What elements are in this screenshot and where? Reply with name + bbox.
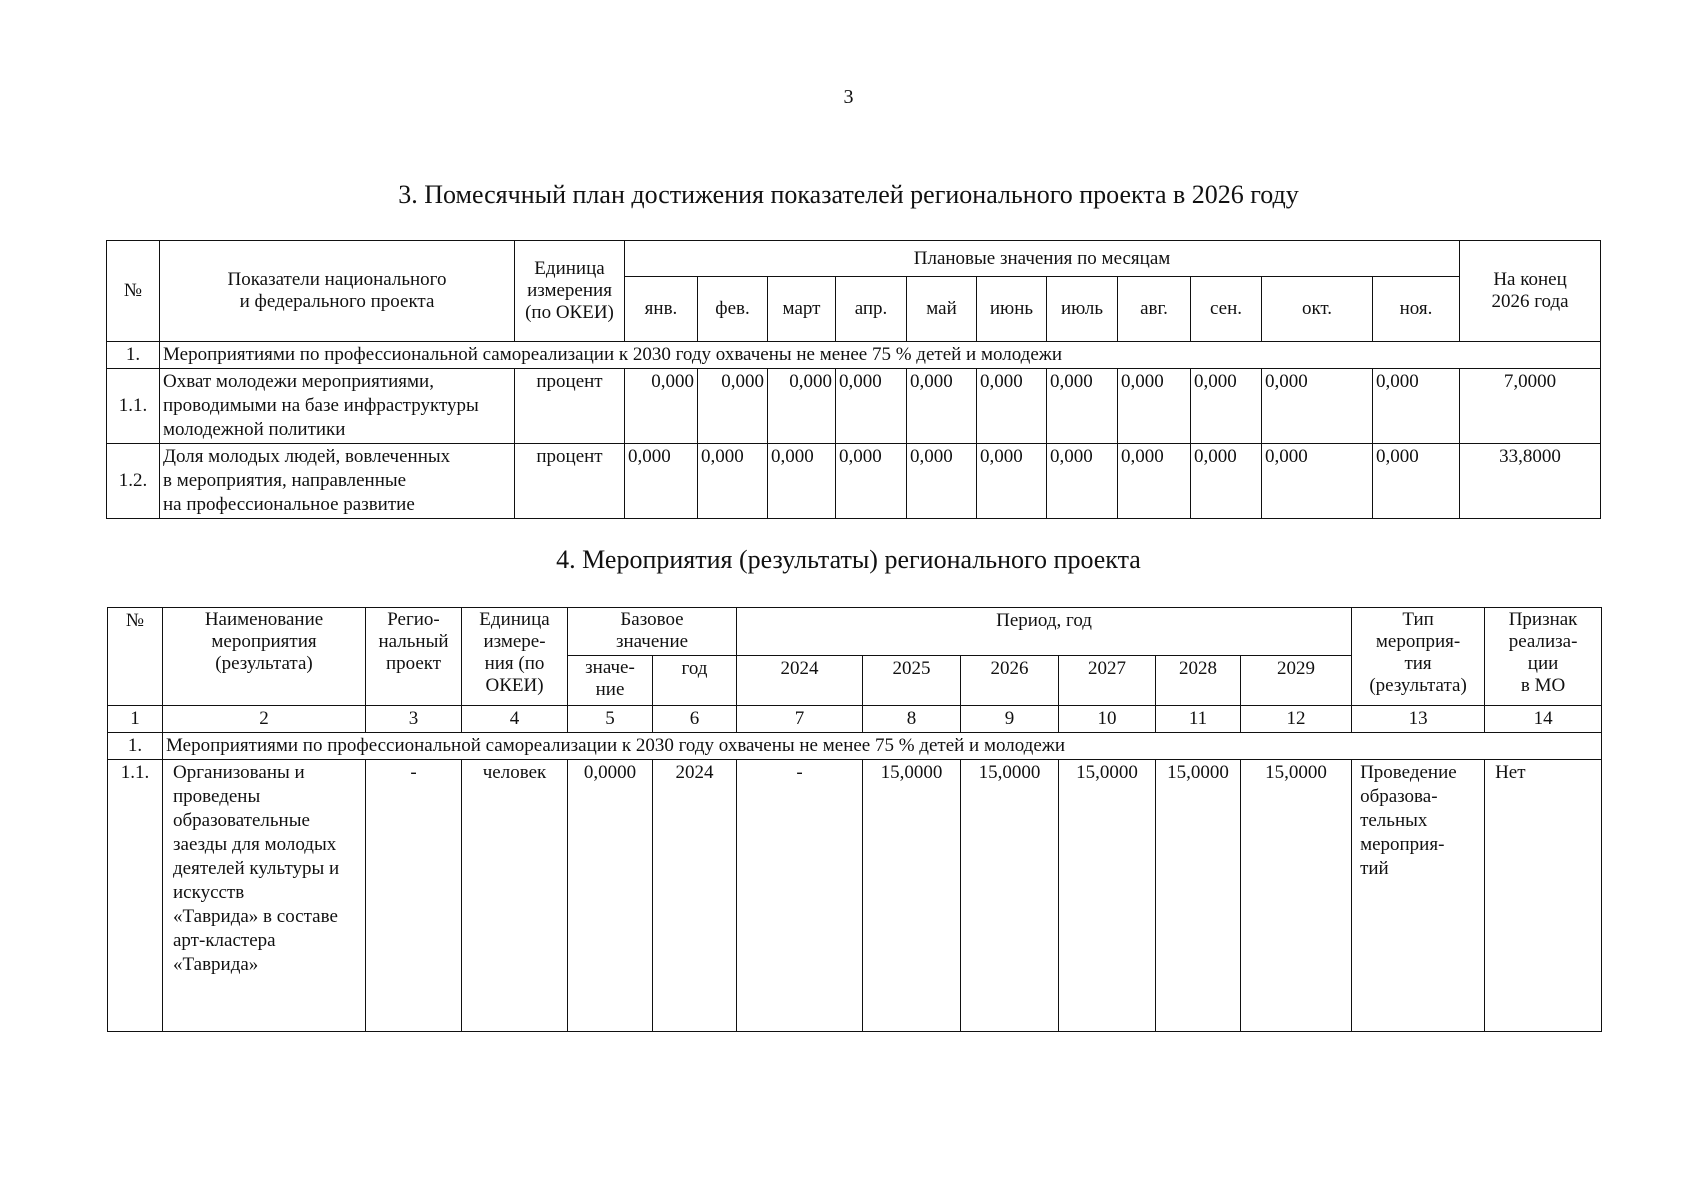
- section-4-title: 4. Мероприятия (результаты) регионального проекта: [556, 545, 1141, 574]
- header-year: 2029: [1241, 656, 1352, 706]
- header-base-value: значе- ние: [568, 656, 653, 706]
- header-end: На конец 2026 года: [1460, 241, 1601, 342]
- row-name: Организованы и проведены образовательные заезды для молодых деятелей культуры и искусств «Таврида» в составе арт-кластера «Таврида»: [163, 760, 366, 1032]
- row-value: 0,000: [836, 369, 907, 444]
- column-number: 1: [108, 706, 163, 733]
- row-value: 0,000: [836, 444, 907, 519]
- header-sign: Признак реализа- ции в МО: [1485, 608, 1602, 706]
- group-text: Мероприятиями по профессиональной самореализации к 2030 году охвачены не менее 75 % детей и молодежи: [160, 342, 1601, 369]
- header-year: 2025: [863, 656, 961, 706]
- row-unit: процент: [515, 444, 625, 519]
- header-unit: Единица измерения (по ОКЕИ): [515, 241, 625, 342]
- table-row: [107, 369, 1601, 444]
- row-end-value: 7,0000: [1460, 369, 1601, 444]
- header-month: март: [768, 277, 836, 342]
- row-value: 0,000: [1047, 444, 1118, 519]
- header-plan: Плановые значения по месяцам: [625, 241, 1460, 277]
- row-base-year: 2024: [653, 760, 737, 1032]
- column-number: 11: [1156, 706, 1241, 733]
- group-num: 1.: [107, 342, 160, 369]
- header-period: Период, год: [737, 608, 1352, 656]
- row-year-value: 15,0000: [863, 760, 961, 1032]
- header-year: 2026: [961, 656, 1059, 706]
- group-num: 1.: [108, 733, 163, 760]
- header-month: июнь: [977, 277, 1047, 342]
- group-text: Мероприятиями по профессиональной самореализации к 2030 году охвачены не менее 75 % детей и молодежи: [163, 733, 1602, 760]
- column-number: 2: [163, 706, 366, 733]
- row-num: 1.2.: [107, 444, 160, 519]
- row-value: 0,000: [768, 369, 836, 444]
- row-value: 0,000: [1262, 444, 1373, 519]
- header-month: авг.: [1118, 277, 1191, 342]
- header-year: 2024: [737, 656, 863, 706]
- column-number: 12: [1241, 706, 1352, 733]
- row-type: Проведение образова- тельных мероприя- тий: [1352, 760, 1485, 1032]
- header-name: Наименование мероприятия (результата): [163, 608, 366, 706]
- row-value: 0,000: [977, 369, 1047, 444]
- row-name: Доля молодых людей, вовлеченных в мероприятия, направленные на профессиональное развитие: [160, 444, 515, 519]
- header-year: 2028: [1156, 656, 1241, 706]
- row-value: 0,000: [907, 369, 977, 444]
- row-year-value: 15,0000: [961, 760, 1059, 1032]
- row-regional: -: [366, 760, 462, 1032]
- header-month: сен.: [1191, 277, 1262, 342]
- column-number: 3: [366, 706, 462, 733]
- row-value: 0,000: [1118, 444, 1191, 519]
- header-month: ноя.: [1373, 277, 1460, 342]
- header-base-year: год: [653, 656, 737, 706]
- column-number: 13: [1352, 706, 1485, 733]
- row-end-value: 33,8000: [1460, 444, 1601, 519]
- section-3-title: 3. Помесячный план достижения показателей регионального проекта в 2026 году: [398, 180, 1299, 209]
- header-regional: Регио- нальный проект: [366, 608, 462, 706]
- column-number: 4: [462, 706, 568, 733]
- row-value: 0,000: [1262, 369, 1373, 444]
- row-value: 0,000: [1047, 369, 1118, 444]
- row-year-value: 15,0000: [1059, 760, 1156, 1032]
- row-value: 0,000: [907, 444, 977, 519]
- column-number: 6: [653, 706, 737, 733]
- header-month: окт.: [1262, 277, 1373, 342]
- row-value: 0,000: [698, 444, 768, 519]
- column-number: 7: [737, 706, 863, 733]
- row-base-value: 0,0000: [568, 760, 653, 1032]
- column-number: 8: [863, 706, 961, 733]
- header-year: 2027: [1059, 656, 1156, 706]
- column-number: 14: [1485, 706, 1602, 733]
- row-value: 0,000: [1118, 369, 1191, 444]
- row-unit: человек: [462, 760, 568, 1032]
- row-num: 1.1.: [108, 760, 163, 1032]
- header-month: янв.: [625, 277, 698, 342]
- activities-table: [107, 607, 1602, 1032]
- row-value: 0,000: [625, 369, 698, 444]
- row-sign: Нет: [1485, 760, 1602, 1032]
- row-value: 0,000: [977, 444, 1047, 519]
- column-number: 9: [961, 706, 1059, 733]
- row-year-value: 15,0000: [1241, 760, 1352, 1032]
- header-month: фев.: [698, 277, 768, 342]
- table-row: [108, 760, 1602, 1032]
- monthly-plan-table: [106, 240, 1601, 519]
- header-num: №: [108, 608, 163, 706]
- row-value: 0,000: [698, 369, 768, 444]
- row-year-value: 15,0000: [1156, 760, 1241, 1032]
- row-year-value: -: [737, 760, 863, 1032]
- row-value: 0,000: [768, 444, 836, 519]
- header-type: Тип мероприя- тия (результата): [1352, 608, 1485, 706]
- header-num: №: [107, 241, 160, 342]
- row-num: 1.1.: [107, 369, 160, 444]
- header-month: май: [907, 277, 977, 342]
- table-row: [107, 444, 1601, 519]
- header-month: июль: [1047, 277, 1118, 342]
- header-month: апр.: [836, 277, 907, 342]
- row-unit: процент: [515, 369, 625, 444]
- row-value: 0,000: [1373, 369, 1460, 444]
- column-number: 10: [1059, 706, 1156, 733]
- row-name: Охват молодежи мероприятиями, проводимыми на базе инфраструктуры молодежной политики: [160, 369, 515, 444]
- row-value: 0,000: [1191, 444, 1262, 519]
- row-value: 0,000: [1373, 444, 1460, 519]
- column-number: 5: [568, 706, 653, 733]
- header-indicator: Показатели национального и федерального проекта: [160, 241, 515, 342]
- header-base: Базовое значение: [568, 608, 737, 656]
- row-value: 0,000: [625, 444, 698, 519]
- header-unit: Единица измере- ния (по ОКЕИ): [462, 608, 568, 706]
- row-value: 0,000: [1191, 369, 1262, 444]
- page-number: 3: [843, 86, 854, 108]
